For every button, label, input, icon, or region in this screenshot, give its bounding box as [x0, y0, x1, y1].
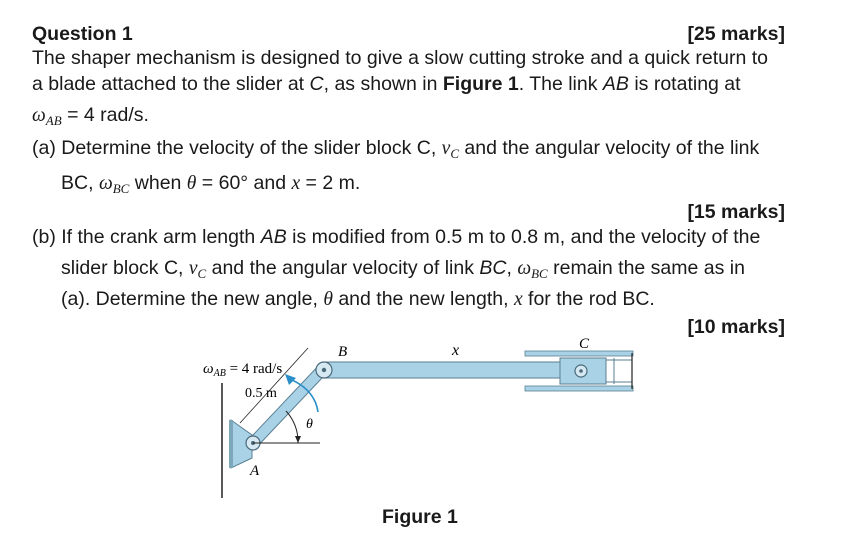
shaper-mechanism-figure [0, 330, 851, 530]
question-title: Question 1 [32, 23, 133, 45]
total-marks: [25 marks] [687, 23, 785, 45]
label-B: B [338, 344, 348, 360]
label-x: x [452, 342, 460, 359]
part-a-marks: [15 marks] [687, 201, 785, 223]
label-C: C [579, 336, 590, 352]
rod-BC [322, 362, 572, 378]
intro-line-1: The shaper mechanism is designed to give a slow cutting stroke and a quick return to [32, 47, 768, 69]
lower-guide [525, 386, 633, 391]
part-b-line-1: (b) If the crank arm length AB is modified from 0.5 m to 0.8 m, and the velocity of the [32, 226, 761, 248]
part-a-line-1: (a) Determine the velocity of the slider block C, $v_C$ and the angular velocity of the link [32, 137, 760, 161]
intro-line-2: a blade attached to the slider at C, as shown in Figure 1. The link AB is rotating at [32, 73, 741, 95]
part-b-marks: [10 marks] [687, 316, 785, 338]
label-omega: $\omega_{AB} = 4$ rad/s [203, 361, 283, 379]
label-length: 0.5 m [245, 386, 277, 401]
figure-caption: Figure 1 [382, 506, 458, 528]
label-theta: θ [306, 417, 313, 432]
label-A: A [250, 463, 260, 479]
part-b-line-3: (a). Determine the new angle, θ and the new length, x for the rod BC. [61, 288, 655, 310]
part-b-line-2: slider block C, $v_C$ and the angular velocity of link BC, $\omega_{BC}$ remain the same as in [61, 257, 745, 281]
intro-line-3: $\omega_{AB} = 4$ rad/s. [32, 104, 149, 128]
part-a-line-2: BC, $\omega_{BC}$ when θ = 60° and x = 2 m. [61, 172, 361, 196]
